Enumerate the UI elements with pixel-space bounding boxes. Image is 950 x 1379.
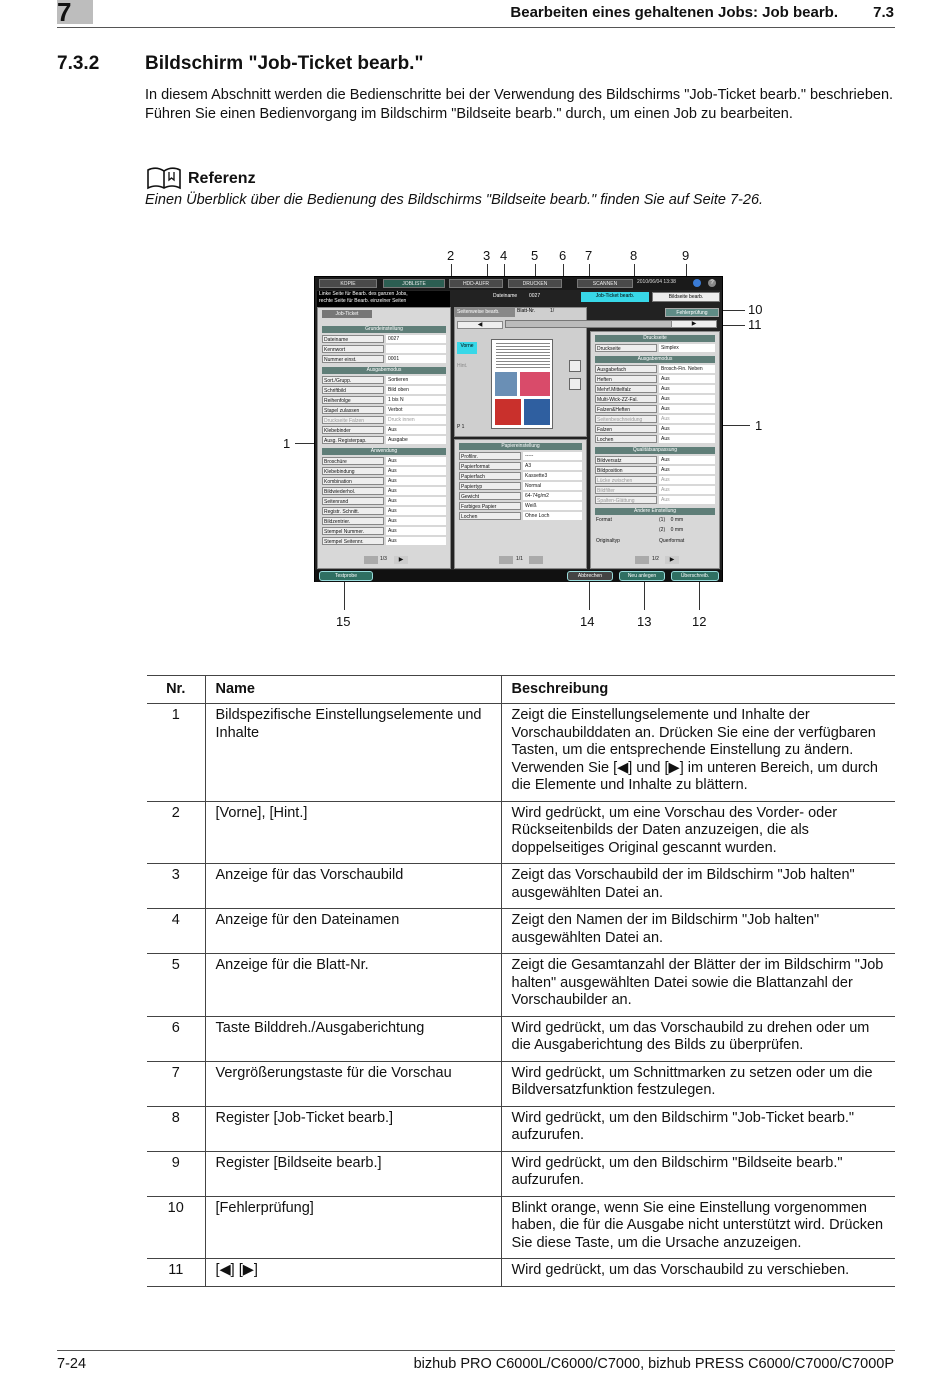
section-anwendung: Anwendung xyxy=(322,448,446,455)
tab-scannen[interactable]: SCANNEN xyxy=(577,279,633,288)
cell-description: Wird gedrückt, um das Vorschaubild zu verschieben. xyxy=(501,1259,895,1287)
reference-title: Referenz xyxy=(188,170,256,187)
screen-top-bar xyxy=(315,277,722,290)
table-row xyxy=(147,704,895,802)
overwrite-button[interactable]: Überschreib. xyxy=(671,571,719,581)
callout-11: 11 xyxy=(748,317,762,332)
help-icon[interactable]: ? xyxy=(708,279,716,287)
header-description: Beschreibung xyxy=(501,676,895,704)
cell-description: Blinkt orange, wenn Sie eine Einstellung vorgenommen haben, die für die Ausgabe nicht unterstützt wird. Drücken Sie diese Taste, um die Ursache anzuzeigen. xyxy=(501,1196,895,1259)
setting-row[interactable]: Druckseite Simplex xyxy=(595,344,715,352)
table-header-row xyxy=(147,676,895,704)
cell-name: Taste Bilddreh./Ausgaberichtung xyxy=(205,1016,501,1061)
preview-photo xyxy=(495,399,521,425)
setting-row[interactable]: Dateiname 0027 xyxy=(322,335,446,343)
paper-settings-panel xyxy=(454,439,587,569)
back-button[interactable]: Hint. xyxy=(457,363,468,369)
callout-14: 14 xyxy=(580,614,595,629)
setting-row[interactable]: Sort./Grupp. Sortieren xyxy=(322,376,446,384)
page-next-button[interactable]: ▶ xyxy=(394,556,408,564)
scroll-right-button[interactable]: ▶ xyxy=(671,320,717,328)
pager-label: 1/3 xyxy=(380,556,387,562)
info-line: Linke Seite für Bearb. des ganzen Jobs, xyxy=(319,291,408,297)
job-ticket-tab[interactable]: Job-Ticket xyxy=(322,310,372,318)
cell-nr: 11 xyxy=(147,1259,205,1287)
info-icon[interactable] xyxy=(693,279,701,287)
page-prev-button[interactable] xyxy=(364,556,378,564)
right-settings-panel xyxy=(590,331,720,569)
cell-name: Vergrößerungstaste für die Vorschau xyxy=(205,1061,501,1106)
description-table xyxy=(147,675,895,1287)
chapter-number: 7 xyxy=(57,0,72,27)
setting-row[interactable]: Papierfach Kassette3 xyxy=(459,472,582,480)
setting-row[interactable]: Ausg. Registerpap. Ausgabe xyxy=(322,436,446,444)
page-prev-button[interactable] xyxy=(499,556,513,564)
cell-description: Zeigt das Vorschaubild der im Bildschirm "Job halten" ausgewählten Datei an. xyxy=(501,864,895,909)
table-row xyxy=(147,1106,895,1151)
cell-name: Register [Job-Ticket bearb.] xyxy=(205,1106,501,1151)
rotate-button[interactable] xyxy=(569,360,581,372)
cell-description: Zeigt die Einstellungselemente und Inhalte der Vorschaubilddaten an. Drücken Sie eine der verfügbaren Tasten, um die entsprechende Einstellung zu ändern. Verwenden Sie [◀] und [▶] im unteren Bereich, um durch die Elemente und Inhalte zu blättern. xyxy=(501,704,895,802)
callout-15: 15 xyxy=(336,614,351,629)
footer-rule xyxy=(57,1350,895,1351)
setting-row[interactable]: Schriftbild Bild oben xyxy=(322,386,446,394)
preview-photo xyxy=(520,372,550,396)
preview-photo xyxy=(495,372,517,396)
callout-4: 4 xyxy=(500,248,508,263)
setting-row[interactable]: Falzen Aus xyxy=(595,425,715,433)
info-message xyxy=(317,291,450,307)
setting-row[interactable]: Klebebinder Aus xyxy=(322,426,446,434)
book-icon xyxy=(146,166,182,190)
cancel-button[interactable]: Abbrechen xyxy=(567,571,613,581)
tab-drucken[interactable]: DRUCKEN xyxy=(508,279,562,288)
cell-nr: 3 xyxy=(147,864,205,909)
setting-row[interactable]: Broschüre Aus xyxy=(322,457,446,465)
sheet-value: 1/ xyxy=(550,308,555,314)
job-ticket-screen xyxy=(314,276,723,582)
preview-photo xyxy=(524,399,550,425)
reference-text: Einen Überblick über die Bedienung des Bildschirms "Bildseite bearb." finden Sie auf Seite 7-26. xyxy=(145,192,764,208)
cell-nr: 8 xyxy=(147,1106,205,1151)
format-value-2: (2) 0 mm xyxy=(659,527,684,533)
section-ref: 7.3 xyxy=(873,4,894,21)
setting-row[interactable]: Farbiges Papier Weiß xyxy=(459,502,582,510)
setting-row[interactable]: Bildfilter Aus xyxy=(595,486,715,494)
setting-row[interactable]: Bildzentrier. Aus xyxy=(322,517,446,525)
cell-description: Wird gedrückt, um den Bildschirm "Bildseite bearb." aufzurufen. xyxy=(501,1151,895,1196)
table-row xyxy=(147,1151,895,1196)
leader-line xyxy=(644,582,645,610)
section-ausgabemodus: Ausgabemodus xyxy=(322,367,446,374)
setting-row[interactable]: Klebebindung Aus xyxy=(322,467,446,475)
cell-description: Zeigt den Namen der im Bildschirm "Job halten" ausgewählten Datei an. xyxy=(501,909,895,954)
callout-1-right: 1 xyxy=(755,418,763,433)
section-papiereinstellung: Papiereinstellung xyxy=(459,443,582,450)
format-label: Format xyxy=(596,517,612,523)
cell-name: Bildspezifische Einstellungselemente und Inhalte xyxy=(205,704,501,802)
table-row xyxy=(147,954,895,1017)
header-nr: Nr. xyxy=(147,676,205,704)
setting-row[interactable]: Lücke zwischen Aus xyxy=(595,476,715,484)
cell-description: Zeigt die Gesamtanzahl der Blätter der im Bildschirm "Job halten" ausgewählten Datei sowie die Blattanzahl der Vorschaubilder an. xyxy=(501,954,895,1017)
leader-line xyxy=(344,582,345,610)
cell-nr: 4 xyxy=(147,909,205,954)
cell-description: Wird gedrückt, um das Vorschaubild zu drehen oder um die Ausgaberichtung des Bilds zu überprüfen. xyxy=(501,1016,895,1061)
preview-thumbnail xyxy=(491,339,553,429)
tab-bildseite-bearb[interactable]: Bildseite bearb. xyxy=(652,292,720,302)
tab-jobliste[interactable]: JOBLISTE xyxy=(383,279,445,288)
section-title: Bildschirm "Job-Ticket bearb." xyxy=(145,53,424,74)
intro-paragraph: In diesem Abschnitt werden die Bedienschritte bei der Verwendung des Bildschirms "Job-Ticket bearb." beschrieben. Führen Sie einen Bedienvorgang im Bildschirm "Bildseite bearb." durch, um einen Job zu bearbeiten. xyxy=(145,87,894,122)
cell-description: Wird gedrückt, um Schnittmarken zu setzen oder um die Bildversatzfunktion festzulegen. xyxy=(501,1061,895,1106)
page-edit-label: Seitenweise bearb. xyxy=(455,308,515,317)
setting-row[interactable]: Seitenrand Aus xyxy=(322,497,446,505)
datetime: 2010/06/04 13:38 xyxy=(637,279,676,285)
product-name: bizhub PRO C6000L/C6000/C7000, bizhub PRESS C6000/C7000/C7000P xyxy=(413,1356,894,1372)
section-ausgabemodus-right: Ausgabemodus xyxy=(595,356,715,363)
tab-job-ticket-bearb[interactable]: Job-Ticket bearb. xyxy=(581,292,649,302)
setting-row[interactable]: Druckseite Falzen Druck innen xyxy=(322,416,446,424)
cell-name: Register [Bildseite bearb.] xyxy=(205,1151,501,1196)
setting-row[interactable]: Papierformat A3 xyxy=(459,462,582,470)
original-type-value: Querformat xyxy=(659,538,685,544)
running-title: Bearbeiten eines gehaltenen Jobs: Job bearb. xyxy=(510,4,838,21)
section-qualitaetsanpassung: Qualitätsanpassung xyxy=(595,447,715,454)
pager-label: 1/1 xyxy=(516,556,523,562)
zoom-preview-button[interactable] xyxy=(569,378,581,390)
error-check-button[interactable]: Fehlerprüfung xyxy=(665,308,719,317)
table-row xyxy=(147,801,895,864)
callout-6: 6 xyxy=(559,248,567,263)
setting-row[interactable]: Mehrf.Mittelfalz Aus xyxy=(595,385,715,393)
table-row xyxy=(147,1259,895,1287)
tab-kopie[interactable]: KOPIE xyxy=(319,279,377,288)
setting-row[interactable]: Profilnr. ----- xyxy=(459,452,582,460)
original-type-label: Originaltyp xyxy=(596,538,620,544)
setting-row[interactable]: Seitenbeschneidung Aus xyxy=(595,415,715,423)
setting-row[interactable]: Spalten-Glättung Aus xyxy=(595,496,715,504)
table-row xyxy=(147,864,895,909)
cell-nr: 2 xyxy=(147,801,205,864)
page-next-button[interactable] xyxy=(529,556,543,564)
setting-row[interactable]: Bildversatz Aus xyxy=(595,456,715,464)
setting-row[interactable]: Gewicht 64-74g/m2 xyxy=(459,492,582,500)
left-settings-panel xyxy=(317,307,451,569)
file-name-value: 0027 xyxy=(529,293,541,299)
callout-12: 12 xyxy=(692,614,707,629)
callout-7: 7 xyxy=(585,248,593,263)
file-name-label: Dateiname xyxy=(493,293,518,299)
callout-13: 13 xyxy=(637,614,652,629)
setting-row[interactable]: Stapel zulassen Verbot xyxy=(322,406,446,414)
setting-row[interactable]: Multi-Wick-ZZ-Fal. Aus xyxy=(595,395,715,403)
table-row xyxy=(147,1196,895,1259)
setting-row[interactable]: Heften Aus xyxy=(595,375,715,383)
setting-row[interactable]: Falzen&Heften Aus xyxy=(595,405,715,413)
page-indicator: P 1 xyxy=(457,424,465,430)
test-print-button[interactable]: Testprobe xyxy=(319,571,373,581)
preview-text-lines xyxy=(496,343,550,369)
tab-hdd-aufr[interactable]: HDD-AUFR xyxy=(449,279,503,288)
cell-nr: 9 xyxy=(147,1151,205,1196)
cell-nr: 6 xyxy=(147,1016,205,1061)
info-line: rechte Seite für Bearb. einzelner Seiten xyxy=(319,298,407,304)
callout-8: 8 xyxy=(630,248,638,263)
leader-line xyxy=(699,582,700,610)
setting-row[interactable]: Kennwort xyxy=(322,345,446,353)
setting-row[interactable]: Ausgabefach Brosch-Fin. Neben xyxy=(595,365,715,373)
cell-name: [Vorne], [Hint.] xyxy=(205,801,501,864)
cell-nr: 10 xyxy=(147,1196,205,1259)
cell-description: Wird gedrückt, um den Bildschirm "Job-Ticket bearb." aufzurufen. xyxy=(501,1106,895,1151)
cell-nr: 7 xyxy=(147,1061,205,1106)
save-new-button[interactable]: Neu anlegen xyxy=(619,571,665,581)
setting-row[interactable]: Lochen Aus xyxy=(595,435,715,443)
sheet-label: Blatt-Nr. xyxy=(517,308,536,314)
section-andere-einstellung: Andere Einstellung xyxy=(595,508,715,515)
table-row xyxy=(147,1016,895,1061)
cell-name: Anzeige für das Vorschaubild xyxy=(205,864,501,909)
page-next-button[interactable]: ▶ xyxy=(665,556,679,564)
cell-name: [◀] [▶] xyxy=(205,1259,501,1287)
callout-9: 9 xyxy=(682,248,690,263)
table-row xyxy=(147,1061,895,1106)
cell-nr: 1 xyxy=(147,704,205,802)
section-grundeinstellung: Grundeinstellung xyxy=(322,326,446,333)
setting-row[interactable]: Nummer einst. 0001 xyxy=(322,355,446,363)
header-rule xyxy=(57,27,895,28)
page-number: 7-24 xyxy=(57,1356,87,1372)
setting-row[interactable]: Stempel Nummer. Aus xyxy=(322,527,446,535)
setting-row[interactable]: Lochen Ohne Loch xyxy=(459,512,582,520)
setting-row[interactable]: Registr. Schnitt. Aus xyxy=(322,507,446,515)
setting-row[interactable]: Bildwiederhol. Aus xyxy=(322,487,446,495)
cell-nr: 5 xyxy=(147,954,205,1017)
setting-row[interactable]: Papiertyp Normal xyxy=(459,482,582,490)
format-value-1: (1) 0 mm xyxy=(659,517,684,523)
callout-5: 5 xyxy=(531,248,539,263)
setting-row[interactable]: Bildposition Aus xyxy=(595,466,715,474)
setting-row[interactable]: Kombination Aus xyxy=(322,477,446,485)
table-row xyxy=(147,909,895,954)
page-prev-button[interactable] xyxy=(635,556,649,564)
cell-name: Anzeige für den Dateinamen xyxy=(205,909,501,954)
callout-1-left: 1 xyxy=(283,436,291,451)
section-druckseite: Druckseite xyxy=(595,335,715,342)
leader-line xyxy=(589,582,590,610)
cell-description: Wird gedrückt, um eine Vorschau des Vorder- oder Rückseitenbilds der Daten anzuzeigen, die als doppelseitiges Original gescannt wurden. xyxy=(501,801,895,864)
section-number: 7.3.2 xyxy=(57,53,100,74)
cell-name: Anzeige für die Blatt-Nr. xyxy=(205,954,501,1017)
callout-10: 10 xyxy=(748,302,763,317)
cell-name: [Fehlerprüfung] xyxy=(205,1196,501,1259)
callout-2: 2 xyxy=(447,248,455,263)
pager-label: 1/2 xyxy=(652,556,659,562)
front-button[interactable]: Vorne xyxy=(457,342,477,354)
scroll-left-button[interactable]: ◀ xyxy=(457,321,503,329)
setting-row[interactable]: Reihenfolge 1 bis N xyxy=(322,396,446,404)
header-name: Name xyxy=(205,676,501,704)
setting-row[interactable]: Stempel Seitennr. Aus xyxy=(322,537,446,545)
callout-3: 3 xyxy=(483,248,491,263)
